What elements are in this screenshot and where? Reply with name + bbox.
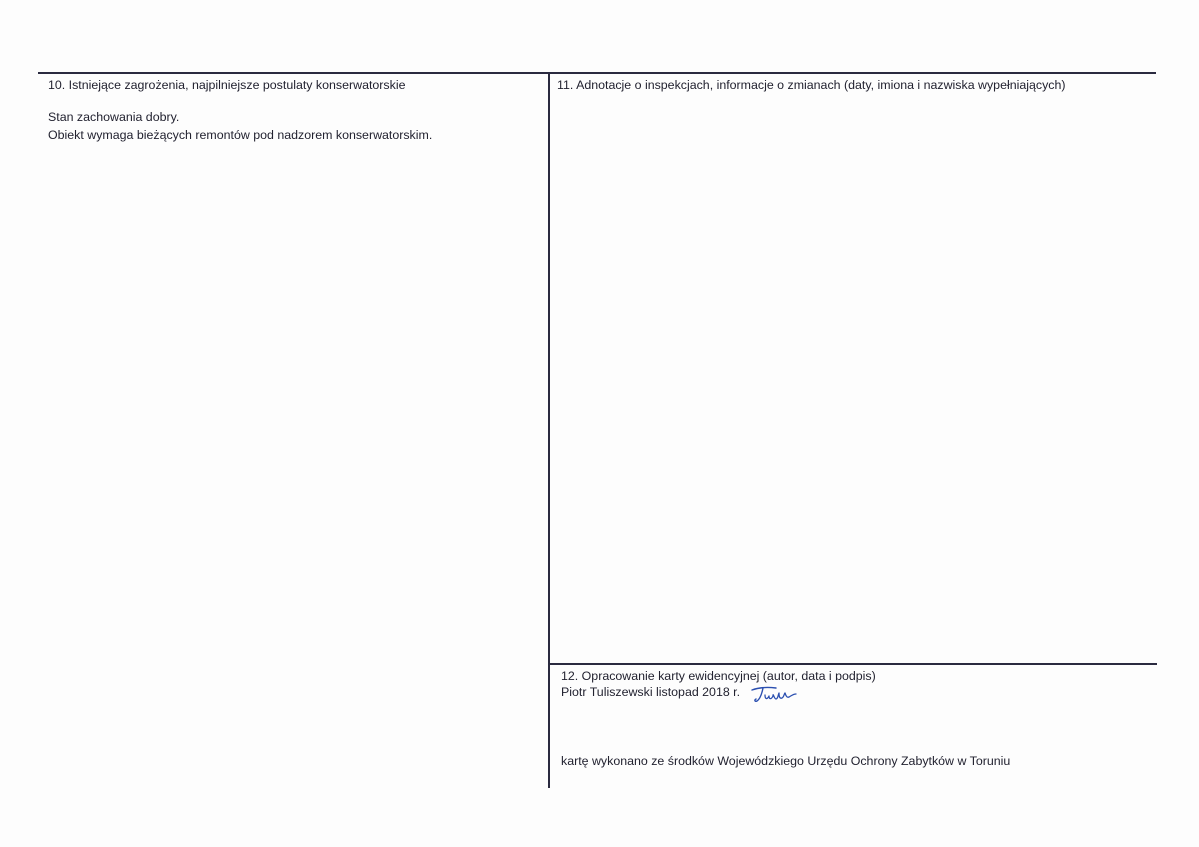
funding-note: kartę wykonano ze środków Wojewódzkiego Urzędu Ochrony Zabytków w Toruniu [561, 754, 1011, 768]
top-divider [38, 72, 1156, 74]
author-row [561, 685, 810, 707]
section-10-heading: 10. Istniejące zagrożenia, najpilniejsze postulaty konserwatorskie [48, 78, 406, 92]
section-10-line-2: Obiekt wymaga bieżących remontów pod nadzorem konserwatorskim. [48, 128, 433, 142]
section-12-divider [549, 663, 1157, 665]
section-11-heading: 11. Adnotacje o inspekcjach, informacje o zmianach (daty, imiona i nazwiska wypełniających) [557, 78, 1066, 92]
section-10-line-1: Stan zachowania dobry. [48, 110, 180, 124]
section-12-heading: 12. Opracowanie karty ewidencyjnej (autor, data i podpis) [561, 669, 876, 683]
signature-icon [746, 681, 810, 707]
column-divider [548, 73, 550, 788]
author-line: Piotr Tuliszewski listopad 2018 r. [561, 685, 741, 699]
